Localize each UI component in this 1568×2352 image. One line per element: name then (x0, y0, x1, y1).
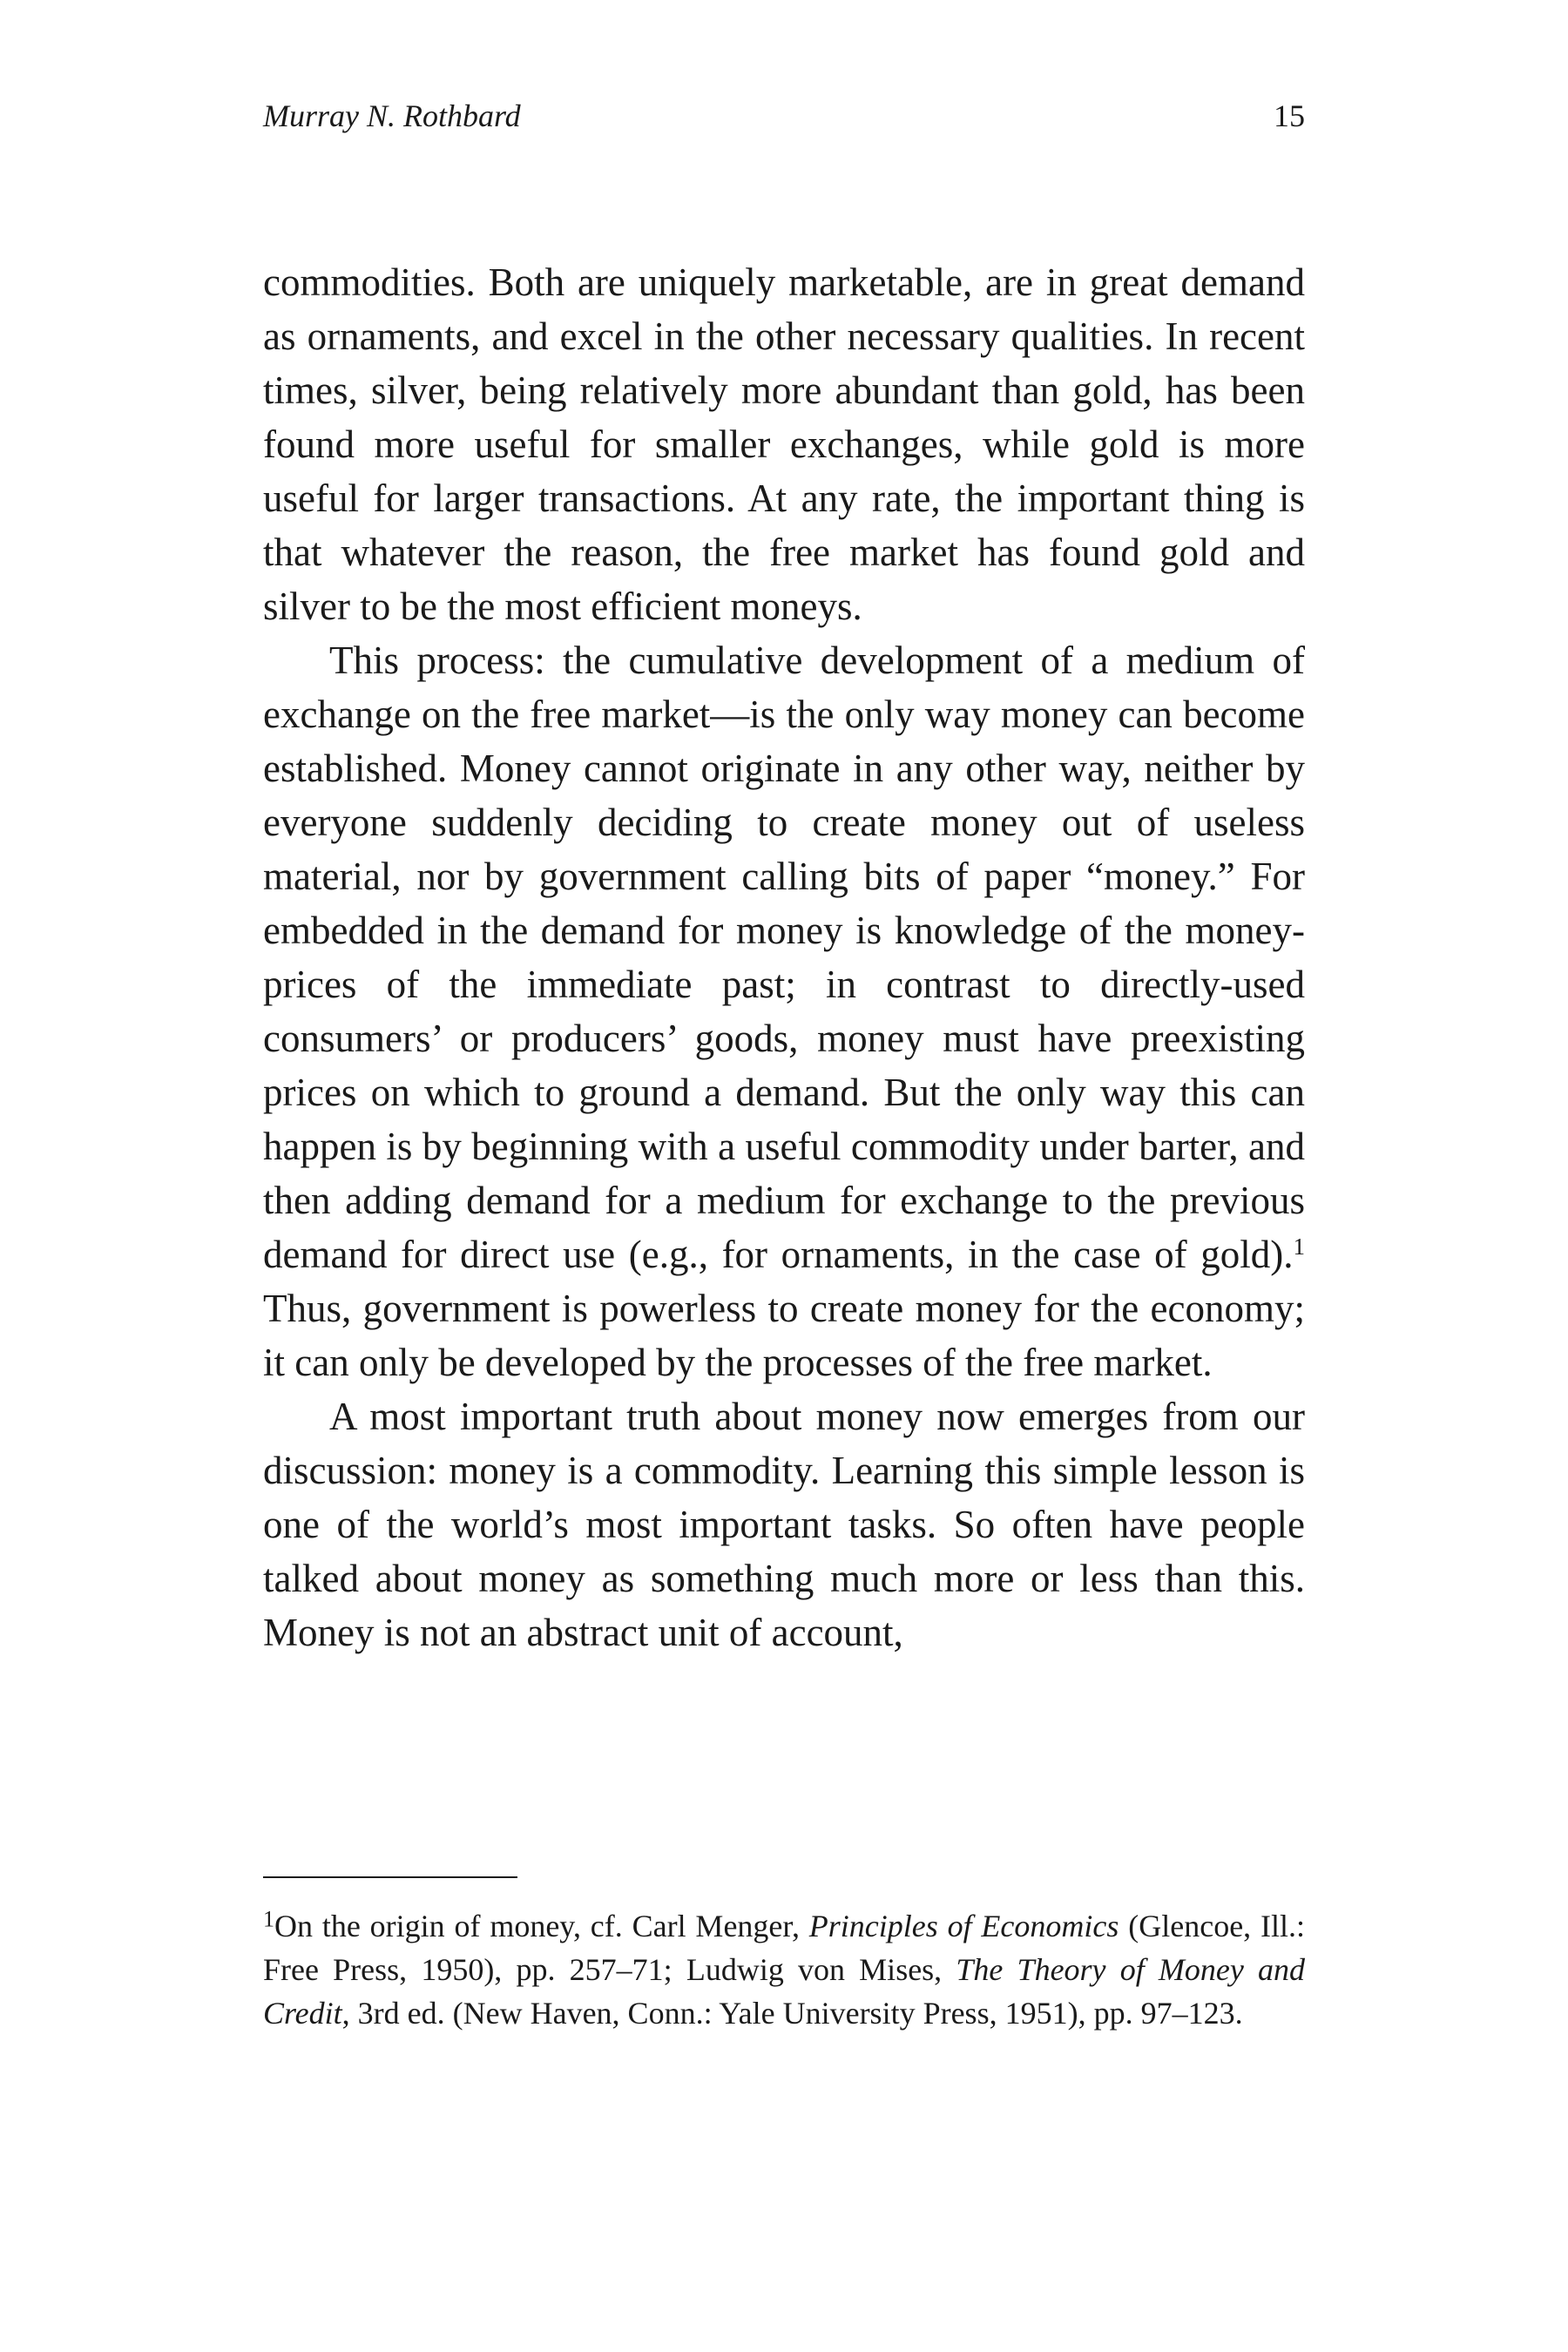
paragraph-3: A most important truth about money now emerges from our discussion: money is a commodity. Learning this simple lesson is one of the world’s most important tasks. So often have people talked about money as something much more or less than this. Money is not an abstract unit of account, (263, 1395, 1305, 1654)
footnote-title-1: Principles of Economics (808, 1909, 1119, 1943)
paragraph-2 (263, 633, 1305, 1389)
running-head-author: Murray N. Rothbard (263, 98, 521, 133)
body-text (263, 255, 1305, 1659)
paragraph-2-text-after-ref: Thus, government is powerless to create money for the economy; it can only be developed by the processes of the free market. (263, 1287, 1305, 1384)
footnote (263, 1904, 1305, 2035)
paragraph-2-text-before-ref: This process: the cumulative development of a medium of exchange on the free market—is the only way money can become established. Money cannot originate in any other way, neither by everyone suddenly deciding to create money out of useless material, nor by government calling bits of paper “money.” For embedded in the demand for money is knowledge of the money-prices of the immediate past; in contrast to directly-used consumers’ or producers’ goods, money must have preexisting prices on which to ground a demand. But the only way this can happen is by beginning with a useful commodity under barter, and then adding demand for a medium for exchange to the previous demand for direct use (e.g., for ornaments, in the case of gold). (263, 639, 1305, 1276)
paragraph-1: commodities. Both are uniquely marketable, are in great demand as ornaments, and excel in the other necessary qualities. In recent times, silver, being relatively more abundant than gold, has been found more useful for smaller exchanges, while gold is more useful for larger transactions. At any rate, the important thing is that whatever the reason, the free market has found gold and silver to be the most efficient moneys. (263, 260, 1305, 628)
running-head (263, 94, 1305, 138)
footnote-reference[interactable]: 1 (1293, 1233, 1305, 1260)
footnote-text-3: , 3rd ed. (New Haven, Conn.: Yale University Press, 1951), pp. 97–123. (341, 1996, 1243, 2031)
footnote-marker: 1 (263, 1906, 274, 1932)
footnote-divider (263, 1876, 517, 1878)
footnote-title-2: The Theory of Money and Credit (263, 1952, 1306, 2031)
footnote-text-2: (Glencoe, Ill.: Free Press, 1950), pp. 257–71; Ludwig von Mises, (263, 1909, 1306, 1987)
page-number: 15 (1274, 98, 1305, 133)
footnote-text-1: On the origin of money, cf. Carl Menger, (274, 1909, 809, 1943)
